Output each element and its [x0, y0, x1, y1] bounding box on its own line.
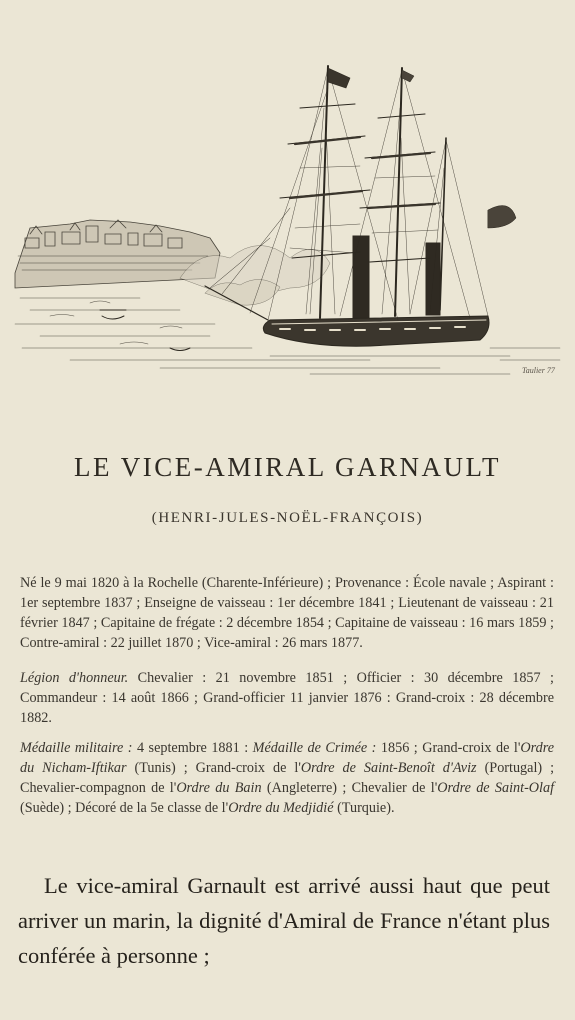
body-text: Le vice-amiral Garnault est arrivé aussi haut que peut arriver un marin, la dignité d'Amiral de France n'étant plus conférée à personne ;	[18, 873, 550, 968]
medal-bain: Ordre du Bain	[176, 780, 262, 796]
medal-text: 4 septembre 1881 :	[136, 740, 249, 756]
steam-frigate-engraving-icon	[10, 48, 570, 393]
medal-crimee: Médaille de Crimée :	[252, 740, 377, 756]
medal-label: Médaille militaire :	[20, 740, 133, 756]
medal-text: (Suède) ; Décoré de la 5e classe de l'	[20, 800, 229, 816]
medal-text: (Portugal) ; Chevalier-compagnon de l'	[20, 760, 555, 796]
medal-nicham: Ordre du Nicham-Iftikar	[20, 740, 555, 776]
medal-avis: Ordre de Saint-Benoît d'Aviz	[300, 760, 477, 776]
page-title: LE VICE-AMIRAL GARNAULT	[74, 452, 501, 482]
medal-medjidie: Ordre du Medjidié	[228, 800, 334, 816]
medal-text: (Angleterre) ; Chevalier de l'	[266, 780, 438, 796]
medal-text: (Turquie).	[337, 800, 395, 816]
medal-text: (Tunis) ; Grand-croix de l'	[134, 760, 301, 776]
bio-legion	[20, 668, 554, 728]
artist-signature: Taulier 77	[522, 366, 555, 375]
legion-label: Légion d'honneur.	[20, 670, 129, 686]
body-paragraph	[18, 868, 550, 973]
medal-olaf: Ordre de Saint-Olaf	[437, 780, 555, 796]
medal-text: 1856 ; Grand-croix de l'	[380, 740, 521, 756]
legion-text: Chevalier : 21 novembre 1851 ; Officier : 30 décembre 1857 ; Commandeur : 14 août 1866 ; Grand-officier 11 janvier 1876 : Grand-croix : 28 décembre 1882.	[20, 670, 554, 726]
bio-career: Né le 9 mai 1820 à la Rochelle (Charente-Inférieure) ; Provenance : École navale ; Aspirant : 1er septembre 1837 ; Enseigne de vaisseau : 1er décembre 1841 ; Lieutenant de vaisseau : 21 février 1847 ; Capitaine de frégate : 2 décembre 1854 ; Capitaine de vaisseau : 16 mars 1859 ; Contre-amiral : 22 juillet 1870 ; Vice-amiral : 26 mars 1877.	[20, 575, 554, 651]
page-subtitle: (HENRI-JULES-NOËL-FRANÇOIS)	[151, 510, 424, 526]
bio-medals	[20, 738, 554, 818]
